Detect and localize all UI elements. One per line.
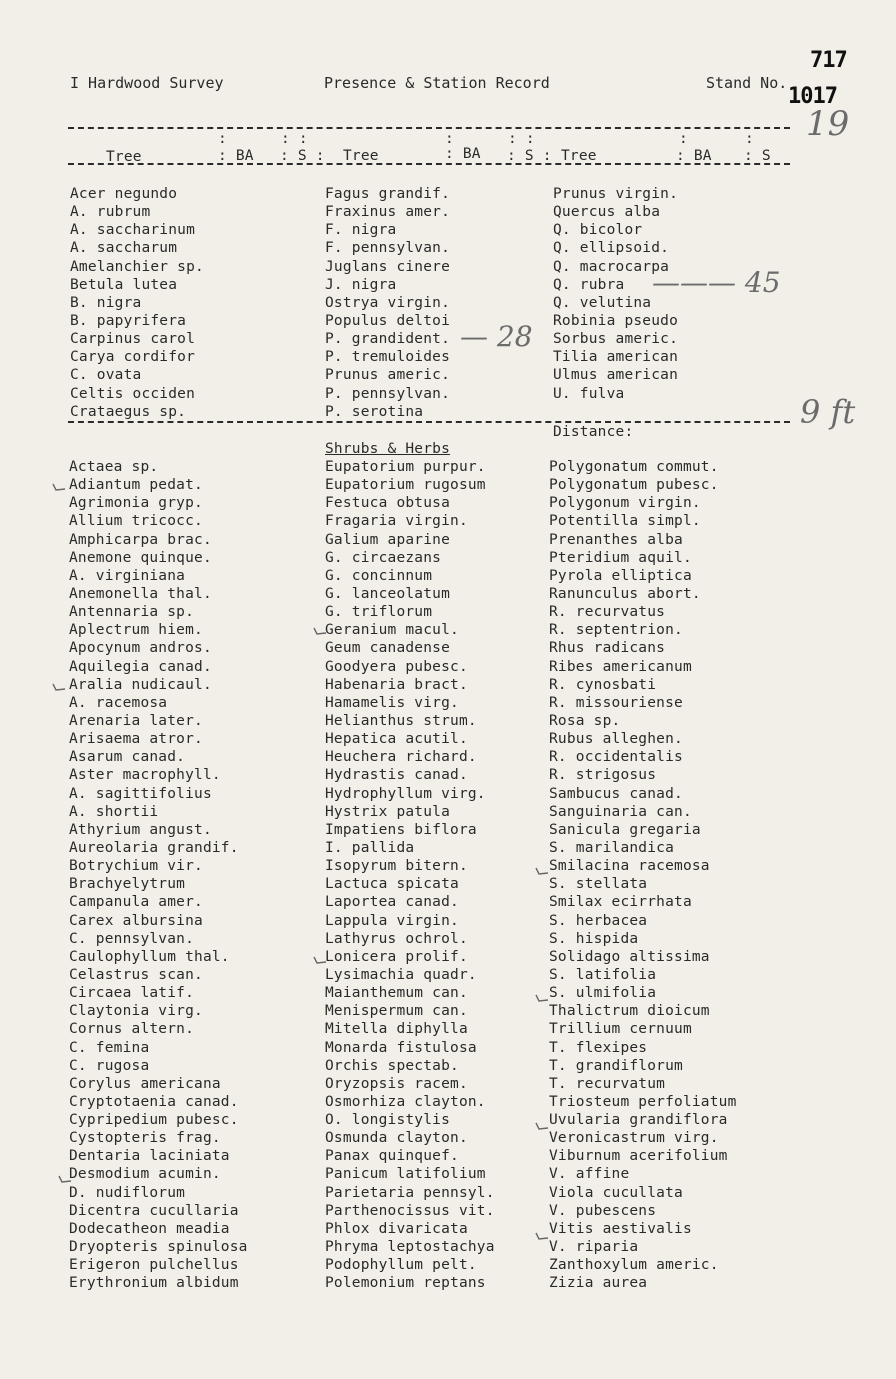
shrub-herb-species: Desmodium acumin.	[69, 1166, 221, 1183]
tree-species: Acer negundo	[70, 186, 178, 202]
col-header-s-1: : S :	[280, 148, 325, 164]
colon-marker: :	[218, 131, 227, 147]
tree-species: Betula lutea	[70, 276, 178, 293]
shrub-herb-species: Cornus altern.	[69, 1021, 195, 1038]
shrub-herb-species: Lysimachia quadr.	[325, 966, 477, 983]
shrub-herb-species: Corylus americana	[69, 1075, 221, 1092]
tree-species: Robinia pseudo	[553, 312, 679, 329]
col-header-ba-2: : BA	[445, 146, 481, 162]
handwritten-distance: 9 ft	[800, 393, 856, 431]
shrubs-column-1	[69, 458, 248, 1292]
shrub-herb-species: A. racemosa	[69, 694, 168, 711]
shrubs-column-2	[325, 458, 495, 1292]
tree-species: P. serotina	[325, 403, 424, 420]
tree-species: Quercus alba	[553, 204, 661, 221]
col-header-tree-2: Tree	[343, 148, 379, 164]
shrub-herb-species: C. femina	[69, 1039, 150, 1056]
shrub-herb-species: Hydrophyllum virg.	[325, 785, 486, 802]
shrub-herb-species: Oryzopsis racem.	[325, 1075, 468, 1092]
shrub-herb-species: S. herbacea	[549, 912, 648, 929]
colon-marker: :	[745, 131, 754, 147]
tree-species: Ostrya virgin.	[325, 294, 451, 311]
shrub-herb-species: Festuca obtusa	[325, 495, 451, 512]
header-top-rule	[68, 127, 790, 129]
shrub-herb-species: Polygonatum commut.	[549, 459, 719, 475]
shrubs-column-3	[549, 458, 737, 1292]
handwritten-ba-grandident: — 28	[460, 320, 533, 353]
col-header-s-3: : S	[744, 148, 771, 164]
shrub-herb-species: Aralia nudicaul.	[69, 676, 212, 693]
shrub-herb-species: Thalictrum dioicum	[549, 1003, 710, 1020]
ba-label: BA	[462, 146, 481, 162]
shrub-herb-species: Geranium macul.	[325, 622, 459, 639]
shrub-herb-species: Podophyllum pelt.	[325, 1257, 477, 1274]
shrub-herb-species: Dicentra cucullaria	[69, 1202, 239, 1219]
shrub-herb-species: S. latifolia	[549, 966, 657, 983]
shrub-herb-species: Rhus radicans	[549, 640, 666, 657]
shrub-herb-species: Laportea canad.	[325, 894, 459, 911]
checkmark-icon	[535, 1119, 549, 1131]
tree-species: J. nigra	[325, 276, 397, 293]
shrub-herb-species: Zanthoxylum americ.	[549, 1257, 719, 1274]
shrub-herb-species: S. stellata	[549, 876, 648, 893]
shrub-herb-species: A. sagittifolius	[69, 785, 212, 802]
shrub-herb-species: Osmorhiza clayton.	[325, 1093, 486, 1110]
shrub-herb-species: Lactuca spicata	[325, 876, 459, 893]
shrub-herb-species: Antennaria sp.	[69, 604, 195, 621]
shrubs-herbs-title: Shrubs & Herbs	[325, 441, 451, 457]
shrub-herb-species: Monarda fistulosa	[325, 1039, 477, 1056]
shrub-herb-species: Solidago altissima	[549, 948, 710, 965]
tree-species: Q. macrocarpa	[553, 258, 670, 275]
shrub-herb-species: Habenaria bract.	[325, 676, 468, 693]
shrub-herb-species: Polemonium reptans	[325, 1275, 486, 1292]
tree-species: Fraxinus amer.	[325, 204, 451, 221]
shrub-herb-species: Apocynum andros.	[69, 640, 212, 657]
shrub-herb-species: Actaea sp.	[69, 459, 159, 475]
tree-species: Populus deltoi	[325, 312, 451, 329]
tree-species: Sorbus americ.	[553, 331, 679, 348]
tree-species: Q. bicolor	[553, 222, 643, 239]
shrub-herb-species: Circaea latif.	[69, 985, 195, 1002]
shrub-herb-species: Viburnum acerifolium	[549, 1148, 728, 1165]
shrub-herb-species: T. flexipes	[549, 1039, 648, 1056]
shrub-herb-species: V. affine	[549, 1166, 630, 1183]
shrub-herb-species: O. longistylis	[325, 1112, 451, 1129]
shrub-herb-species: Fragaria virgin.	[325, 513, 468, 530]
tree-species: Ulmus american	[553, 367, 679, 384]
shrub-herb-species: Caulophyllum thal.	[69, 948, 230, 965]
shrub-herb-species: Anemone quinque.	[69, 549, 212, 566]
shrub-herb-species: Pyrola elliptica	[549, 567, 692, 584]
shrub-herb-species: Carex albursina	[69, 912, 203, 929]
checkmark-icon	[313, 624, 327, 636]
tree-species: C. ovata	[70, 367, 142, 384]
shrub-herb-species: Adiantum pedat.	[69, 477, 203, 494]
shrub-herb-species: Erigeron pulchellus	[69, 1257, 239, 1274]
tree-column-2	[325, 185, 450, 421]
shrub-herb-species: Hamamelis virg.	[325, 694, 459, 711]
shrub-herb-species: Ranunculus abort.	[549, 585, 701, 602]
shrub-herb-species: Polygonum virgin.	[549, 495, 701, 512]
shrub-herb-species: Lathyrus ochrol.	[325, 930, 468, 947]
shrub-herb-species: Amphicarpa brac.	[69, 531, 212, 548]
s-label: S	[524, 148, 534, 164]
tree-column-1	[70, 185, 204, 421]
shrub-herb-species: G. concinnum	[325, 567, 433, 584]
tree-species: Fagus grandif.	[325, 186, 451, 202]
checkmark-icon	[52, 680, 66, 692]
shrub-herb-species: A. virginiana	[69, 567, 186, 584]
shrub-herb-species: Rosa sp.	[549, 712, 621, 729]
shrub-herb-species: Hepatica acutil.	[325, 731, 468, 748]
shrub-herb-species: S. hispida	[549, 930, 639, 947]
distance-label: Distance:	[553, 424, 634, 440]
shrub-herb-species: Galium aparine	[325, 531, 451, 548]
tree-species: F. nigra	[325, 222, 397, 239]
record-title: Presence & Station Record	[324, 74, 550, 92]
shrub-herb-species: Asarum canad.	[69, 749, 186, 766]
tree-bottom-rule	[68, 421, 790, 423]
col-header-s-2: : S :	[507, 148, 552, 164]
shrub-herb-species: Viola cucullata	[549, 1184, 683, 1201]
tree-species: P. tremuloides	[325, 349, 451, 366]
shrub-herb-species: Rubus alleghen.	[549, 731, 683, 748]
colon-marker: :	[445, 131, 454, 147]
survey-title: I Hardwood Survey	[70, 74, 224, 92]
tree-species: A. saccharinum	[70, 222, 196, 239]
tree-species: P. grandident.	[325, 331, 451, 348]
shrub-herb-species: Geum canadense	[325, 640, 451, 657]
shrub-herb-species: R. missouriense	[549, 694, 683, 711]
shrub-herb-species: R. septentrion.	[549, 622, 683, 639]
shrub-herb-species: Aureolaria grandif.	[69, 839, 239, 856]
header-bottom-rule	[68, 163, 790, 165]
shrub-herb-species: D. nudiflorum	[69, 1184, 186, 1201]
shrub-herb-species: Menispermum can.	[325, 1003, 468, 1020]
shrub-herb-species: Hydrastis canad.	[325, 767, 468, 784]
shrub-herb-species: G. circaezans	[325, 549, 442, 566]
shrub-herb-species: Panax quinquef.	[325, 1148, 459, 1165]
tree-species: Amelanchier sp.	[70, 258, 204, 275]
tree-species: Prunus virgin.	[553, 186, 679, 202]
tree-species: Tilia american	[553, 349, 679, 366]
shrub-herb-species: Dryopteris spinulosa	[69, 1239, 248, 1256]
shrub-herb-species: Phryma leptostachya	[325, 1239, 495, 1256]
stand-number-new: 1017	[788, 84, 837, 109]
colon-marker: :	[679, 131, 688, 147]
col-header-ba-3: : BA	[676, 148, 712, 164]
shrub-herb-species: Prenanthes alba	[549, 531, 683, 548]
shrub-herb-species: Cypripedium pubesc.	[69, 1112, 239, 1129]
tree-species: P. pennsylvan.	[325, 385, 451, 402]
checkmark-icon	[313, 953, 327, 965]
shrub-herb-species: Aster macrophyll.	[69, 767, 221, 784]
shrub-herb-species: Veronicastrum virg.	[549, 1130, 719, 1147]
shrub-herb-species: Orchis spectab.	[325, 1057, 459, 1074]
col-header-tree-1: Tree	[106, 149, 142, 165]
tree-species: Carpinus carol	[70, 331, 196, 348]
tree-species: Juglans cinere	[325, 258, 451, 275]
shrub-herb-species: Smilax ecirrhata	[549, 894, 692, 911]
shrub-herb-species: G. triflorum	[325, 604, 433, 621]
shrub-herb-species: Anemonella thal.	[69, 585, 212, 602]
shrub-herb-species: Uvularia grandiflora	[549, 1112, 728, 1129]
shrub-herb-species: Parthenocissus vit.	[325, 1202, 495, 1219]
shrub-herb-species: Campanula amer.	[69, 894, 203, 911]
shrub-herb-species: Lappula virgin.	[325, 912, 459, 929]
shrub-herb-species: Impatiens biflora	[325, 821, 477, 838]
shrub-herb-species: R. occidentalis	[549, 749, 683, 766]
tree-species: F. pennsylvan.	[325, 240, 451, 257]
shrub-herb-species: Polygonatum pubesc.	[549, 477, 719, 494]
stand-handwritten-note: 19	[806, 104, 850, 144]
shrub-herb-species: Dodecatheon meadia	[69, 1220, 230, 1237]
shrub-herb-species: Sambucus canad.	[549, 785, 683, 802]
shrub-herb-species: Isopyrum bitern.	[325, 858, 468, 875]
shrub-herb-species: Agrimonia gryp.	[69, 495, 203, 512]
shrub-herb-species: Parietaria pennsyl.	[325, 1184, 495, 1201]
handwritten-ba-rubra: ——— 45	[652, 266, 781, 299]
shrub-herb-species: Brachyelytrum	[69, 876, 186, 893]
tree-species: Q. ellipsoid.	[553, 240, 670, 257]
shrub-herb-species: Heuchera richard.	[325, 749, 477, 766]
shrub-herb-species: Aplectrum hiem.	[69, 622, 203, 639]
shrub-herb-species: Allium tricocc.	[69, 513, 203, 530]
shrub-herb-species: A. shortii	[69, 803, 159, 820]
shrub-herb-species: S. ulmifolia	[549, 985, 657, 1002]
shrub-herb-species: Athyrium angust.	[69, 821, 212, 838]
shrub-herb-species: Sanguinaria can.	[549, 803, 692, 820]
checkmark-icon	[535, 864, 549, 876]
tree-species: Q. rubra	[553, 276, 625, 293]
shrub-herb-species: Goodyera pubesc.	[325, 658, 468, 675]
checkmark-icon	[58, 1172, 72, 1184]
shrub-herb-species: Eupatorium rugosum	[325, 477, 486, 494]
shrub-herb-species: S. marilandica	[549, 839, 675, 856]
tree-species: Carya cordifor	[70, 349, 196, 366]
shrub-herb-species: Triosteum perfoliatum	[549, 1093, 737, 1110]
tree-species: Celtis occiden	[70, 385, 196, 402]
shrub-herb-species: Cystopteris frag.	[69, 1130, 221, 1147]
tree-species: U. fulva	[553, 385, 625, 402]
shrub-herb-species: Celastrus scan.	[69, 966, 203, 983]
shrub-herb-species: Phlox divaricata	[325, 1220, 468, 1237]
shrub-herb-species: Trillium cernuum	[549, 1021, 692, 1038]
shrub-herb-species: Osmunda clayton.	[325, 1130, 468, 1147]
shrub-herb-species: Panicum latifolium	[325, 1166, 486, 1183]
shrub-herb-species: Vitis aestivalis	[549, 1220, 692, 1237]
checkmark-icon	[535, 991, 549, 1003]
tree-species: B. papyrifera	[70, 312, 187, 329]
shrub-herb-species: Helianthus strum.	[325, 712, 477, 729]
shrub-herb-species: Potentilla simpl.	[549, 513, 701, 530]
shrub-herb-species: Mitella diphylla	[325, 1021, 468, 1038]
shrub-herb-species: C. rugosa	[69, 1057, 150, 1074]
ba-label: BA	[693, 148, 712, 164]
col-header-ba-1: : BA	[218, 148, 254, 164]
shrub-herb-species: Arisaema atror.	[69, 731, 203, 748]
shrub-herb-species: C. pennsylvan.	[69, 930, 195, 947]
col-header-tree-3: Tree	[561, 148, 597, 164]
stand-number-old: 717	[810, 48, 847, 73]
shrub-herb-species: Dentaria laciniata	[69, 1148, 230, 1165]
stand-label: Stand No.	[706, 74, 788, 92]
shrub-herb-species: Arenaria later.	[69, 712, 203, 729]
colon-marker: : :	[508, 131, 535, 147]
colon-marker: : :	[281, 131, 308, 147]
shrub-herb-species: Erythronium albidum	[69, 1275, 239, 1292]
s-label: S	[297, 148, 307, 164]
checkmark-icon	[52, 480, 66, 492]
ba-label: BA	[235, 148, 254, 164]
shrub-herb-species: R. recurvatus	[549, 604, 666, 621]
shrub-herb-species: Pteridium aquil.	[549, 549, 692, 566]
shrub-herb-species: Aquilegia canad.	[69, 658, 212, 675]
shrub-herb-species: I. pallida	[325, 839, 415, 856]
tree-species: A. saccharum	[70, 240, 178, 257]
annotation-value: 45	[744, 266, 781, 299]
shrub-herb-species: Lonicera prolif.	[325, 948, 468, 965]
shrub-herb-species: V. pubescens	[549, 1202, 657, 1219]
tree-species: Prunus americ.	[325, 367, 451, 384]
shrub-herb-species: G. lanceolatum	[325, 585, 451, 602]
tree-species: Q. velutina	[553, 294, 652, 311]
shrub-herb-species: Cryptotaenia canad.	[69, 1093, 239, 1110]
annotation-value: 28	[496, 320, 533, 353]
shrub-herb-species: Maianthemum can.	[325, 985, 468, 1002]
shrub-herb-species: R. cynosbati	[549, 676, 657, 693]
tree-species: A. rubrum	[70, 204, 151, 221]
shrub-herb-species: V. riparia	[549, 1239, 639, 1256]
shrub-herb-species: Sanicula gregaria	[549, 821, 701, 838]
shrub-herb-species: Eupatorium purpur.	[325, 459, 486, 475]
shrub-herb-species: Ribes americanum	[549, 658, 692, 675]
shrub-herb-species: Hystrix patula	[325, 803, 451, 820]
shrub-herb-species: Claytonia virg.	[69, 1003, 203, 1020]
shrub-herb-species: Botrychium vir.	[69, 858, 203, 875]
shrub-herb-species: Smilacina racemosa	[549, 858, 710, 875]
tree-species: Crataegus sp.	[70, 403, 187, 420]
shrub-herb-species: T. grandiflorum	[549, 1057, 683, 1074]
shrub-herb-species: R. strigosus	[549, 767, 657, 784]
shrub-herb-species: Zizia aurea	[549, 1275, 648, 1292]
s-label: S	[761, 148, 771, 164]
shrub-herb-species: T. recurvatum	[549, 1075, 666, 1092]
checkmark-icon	[535, 1229, 549, 1241]
tree-species: B. nigra	[70, 294, 142, 311]
